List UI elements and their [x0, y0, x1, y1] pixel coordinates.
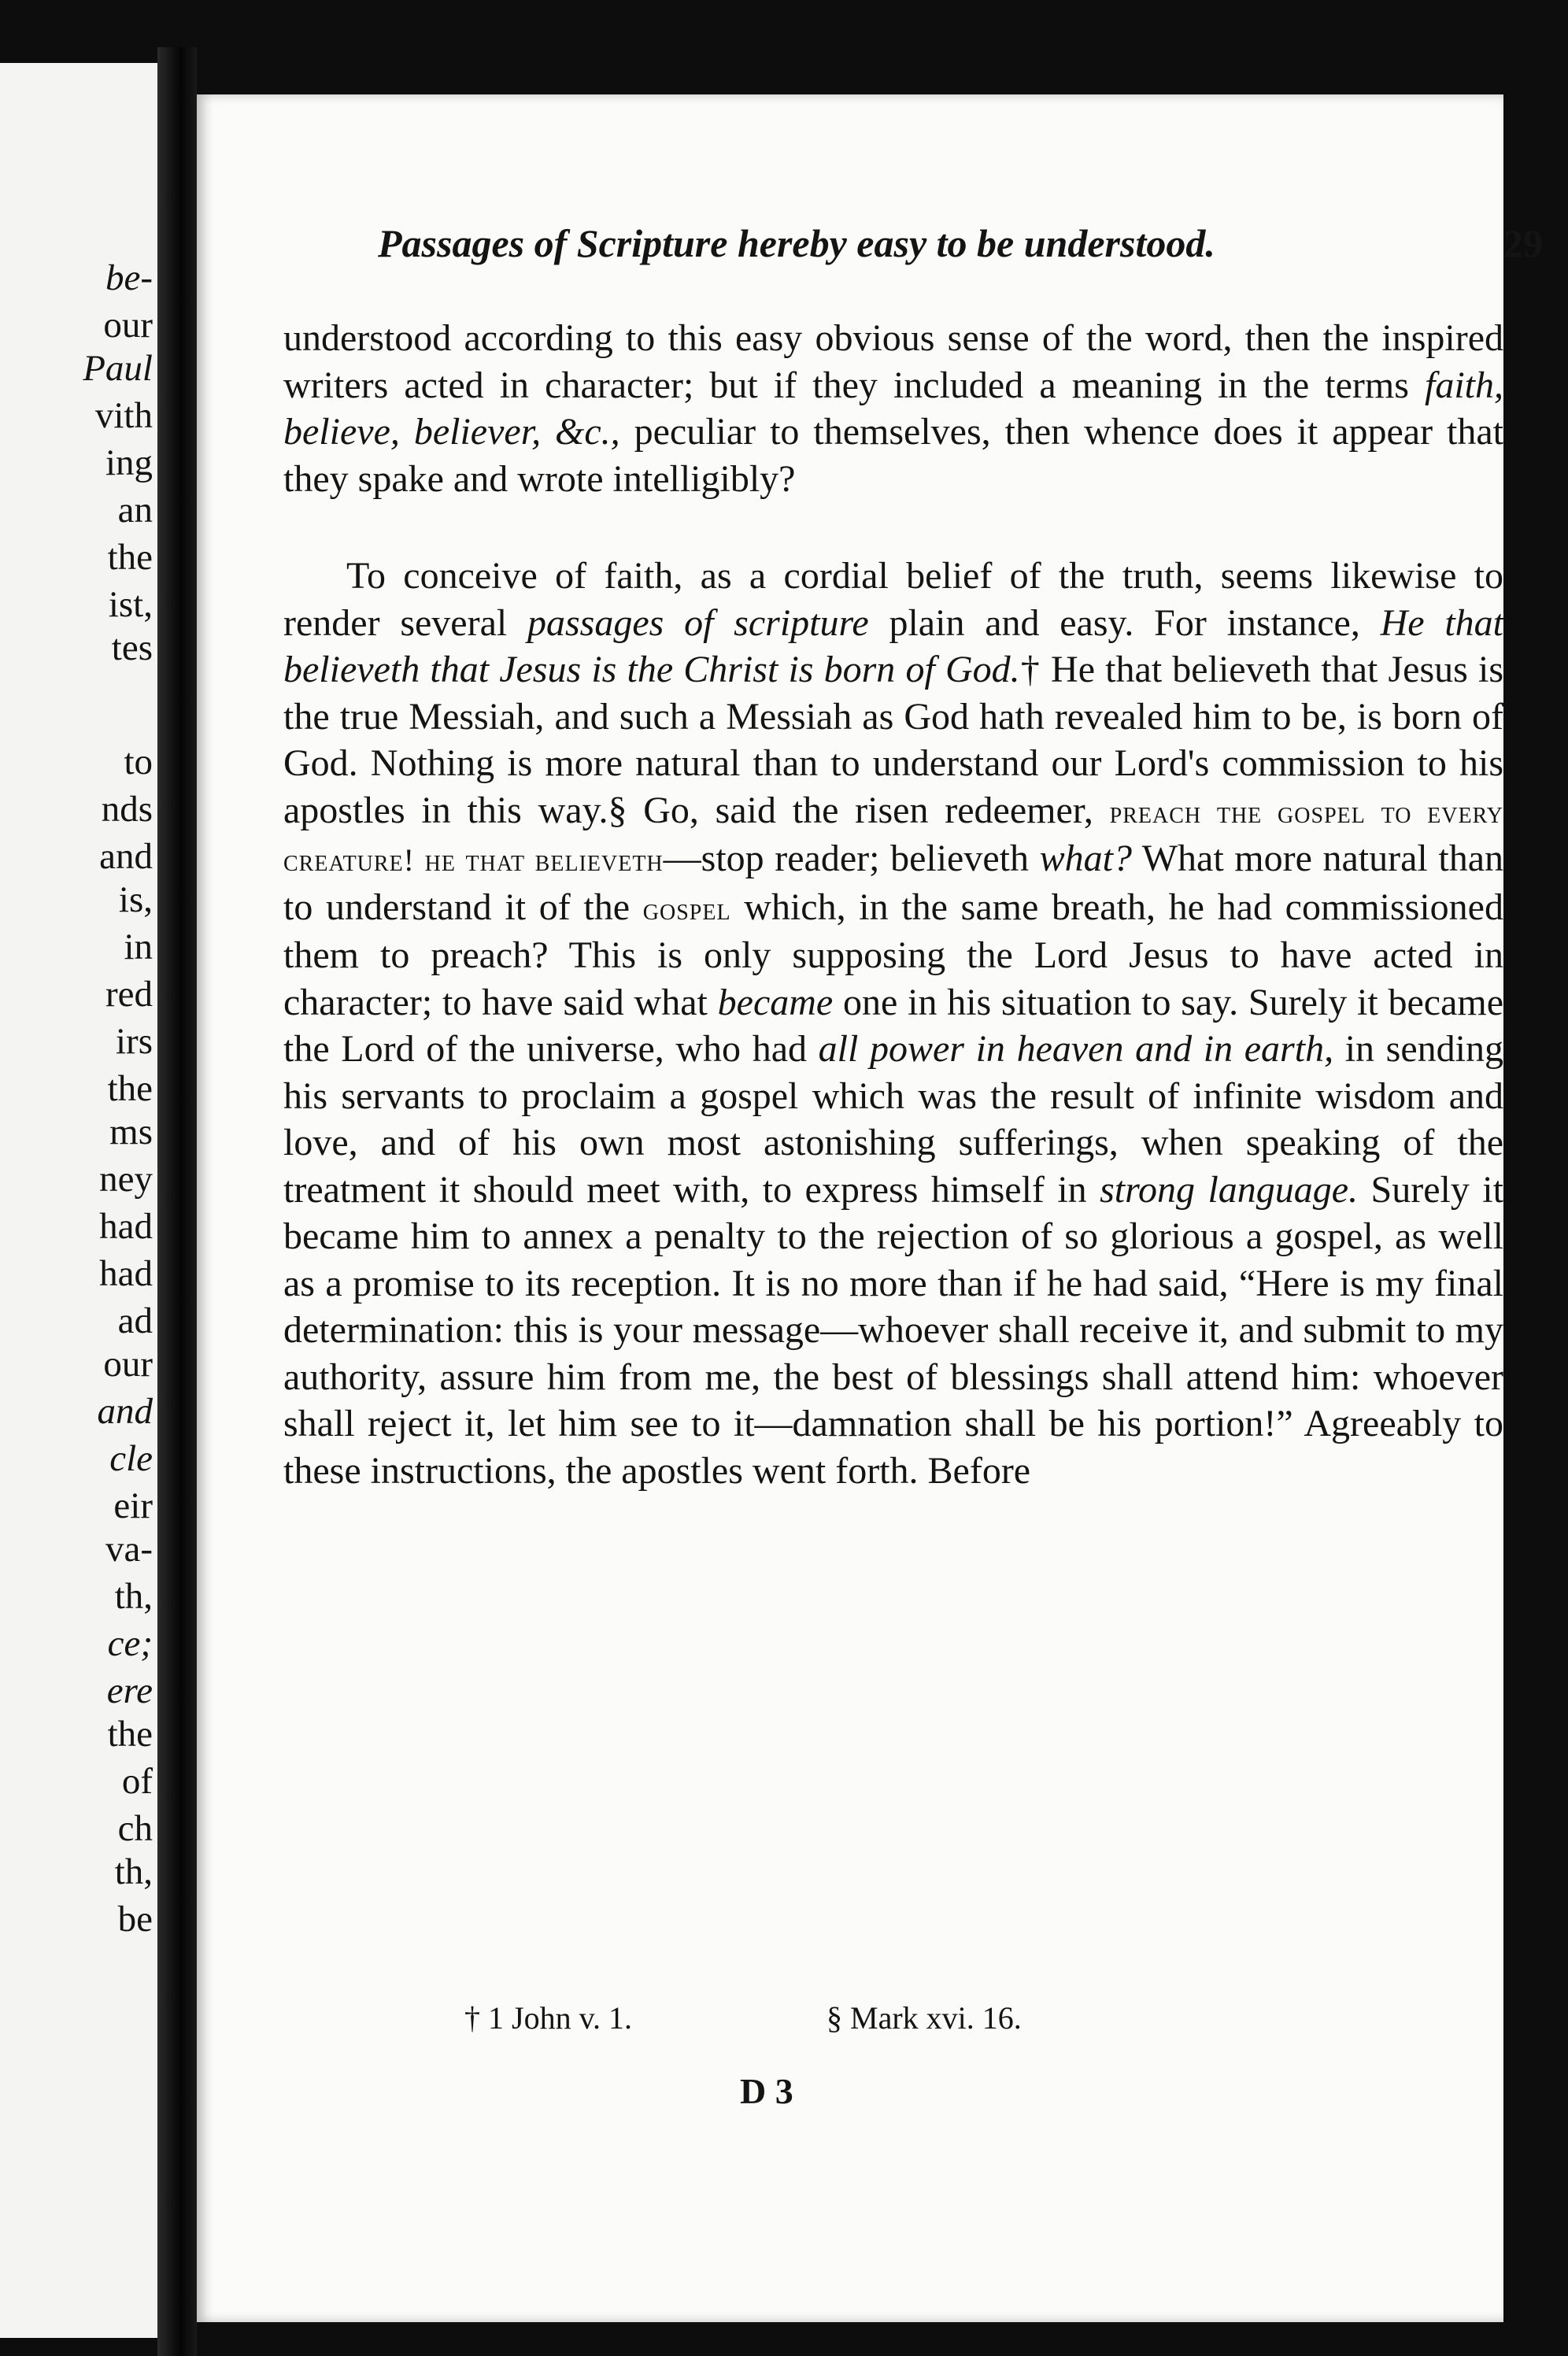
running-head-title: Passages of Scripture hereby easy to be understood.	[378, 221, 1215, 265]
running-head	[378, 220, 1543, 266]
text-run: strong language.	[1100, 1168, 1359, 1211]
left-page-word-fragment: irs	[116, 1021, 153, 1062]
left-page-word-fragment: our	[103, 305, 153, 346]
text-run: which, in the same breath, he had commissioned them to preach? This is only supposing the Lord Jesus to have acted in character; to have said what	[283, 886, 1503, 1023]
text-run: What more natural than to understand it of the	[283, 838, 1504, 928]
left-page-word-fragment: our	[103, 1344, 153, 1385]
left-page-word-fragment: ce;	[107, 1623, 153, 1664]
text-run: He that believeth that Jesus is the Christ is born of God.	[283, 601, 1503, 690]
text-run: understood according to this easy obvious sense of the word, then the inspired writers acted in character; but if they included a meaning in the terms	[283, 317, 1503, 406]
left-page-word-fragment: cle	[109, 1438, 153, 1479]
left-page-word-fragment: tes	[111, 627, 153, 668]
text-run: peculiar to themselves, then whence does it appear that they spake and wrote intelligibly?	[283, 411, 1504, 500]
text-run: all power in heaven and in earth,	[818, 1028, 1334, 1070]
text-run: preach the gospel to every creature! he that believeth	[283, 793, 1503, 878]
left-page-word-fragment: ney	[99, 1159, 153, 1200]
left-page-word-fragment: ms	[109, 1111, 153, 1152]
left-page-word-fragment: ere	[106, 1670, 153, 1711]
left-page-word-fragment: th,	[114, 1576, 153, 1617]
text-run: one in his situation to say. Surely it became the Lord of the universe, who had	[283, 981, 1504, 1070]
book-gutter	[157, 47, 197, 2356]
left-page-word-fragment: eir	[113, 1485, 153, 1526]
text-run: what?	[1039, 838, 1132, 879]
text-run: passages of scripture	[527, 601, 869, 644]
left-page-word-fragment: nds	[101, 789, 153, 830]
left-page-word-fragment: in	[124, 926, 153, 967]
left-page-word-fragment: and	[99, 836, 153, 877]
left-page-word-fragment: had	[99, 1253, 153, 1294]
left-page-word-fragment: vith	[94, 395, 153, 436]
paragraph-2	[283, 553, 1503, 1494]
left-page-word-fragment: the	[107, 1714, 153, 1755]
left-page-word-fragment: be-	[105, 257, 153, 298]
left-page-word-fragment: ad	[117, 1300, 153, 1341]
text-run: To conceive of faith, as a cordial belief of the truth, seems likewise to render several	[283, 555, 1503, 644]
left-page-word-fragment: of	[121, 1761, 153, 1802]
left-page-word-fragment: red	[105, 974, 153, 1015]
page-number: 29	[1503, 221, 1543, 265]
text-run: became	[717, 981, 834, 1023]
left-page-fragment	[0, 63, 157, 2338]
paragraph-1	[283, 315, 1503, 502]
text-run: —stop reader; believeth	[663, 838, 1040, 879]
left-page-word-fragment: th,	[114, 1851, 153, 1892]
book-page	[197, 94, 1543, 2322]
body-text	[283, 315, 1503, 1494]
left-page-word-fragment: the	[107, 1068, 153, 1109]
left-page-word-fragment: to	[124, 742, 153, 782]
left-page-word-fragment: had	[99, 1206, 153, 1247]
signature-mark: D 3	[740, 2071, 793, 2111]
left-page-word-fragment: be	[117, 1899, 153, 1940]
left-page-word-fragment: the	[107, 537, 153, 578]
footnote-1: † 1 John v. 1.	[464, 2000, 632, 2036]
left-page-word-fragment: and	[97, 1391, 153, 1432]
text-run: gospel	[642, 890, 731, 926]
left-page-word-fragment: va-	[105, 1529, 153, 1570]
text-run: Surely it became him to annex a penalty to the rejection of so glorious a gospel, as well as a promise to its reception. It is no more than if he had said, “Here is my final determination: this is your message—whoever shall receive it, and submit to my authority, assure him from me, the best of blessings shall attend him: whoever shall reject it, let him see to it—damnation shall be his portion!” Agreeably to these instructions, the apostles went forth. Before	[283, 1168, 1503, 1492]
text-run: † He that believeth that Jesus is the true Messiah, and such a Messiah as God hath revealed him to be, is born of God. Nothing is more natural than to understand our Lord's commission to his apostles in this way.§ Go, said the risen redeemer,	[283, 649, 1504, 831]
text-run: plain and easy. For instance,	[868, 601, 1381, 644]
left-page-word-fragment: ing	[105, 442, 153, 483]
left-page-word-fragment: ist,	[108, 584, 153, 625]
footnotes	[464, 1999, 1409, 2036]
left-page-word-fragment: ch	[117, 1808, 153, 1849]
left-page-word-fragment: Paul	[83, 348, 153, 389]
text-run: in sending his servants to proclaim a gospel which was the result of infinite wisdom and love, and of his own most astonishing sufferings, when speaking of the treatment it should meet with, to express himself in	[283, 1028, 1503, 1211]
footnote-2: § Mark xvi. 16.	[827, 2000, 1022, 2036]
left-page-word-fragment: is,	[118, 879, 153, 920]
text-run: faith, believe, believer, &c.,	[283, 364, 1503, 453]
left-page-word-fragment: an	[117, 490, 153, 531]
